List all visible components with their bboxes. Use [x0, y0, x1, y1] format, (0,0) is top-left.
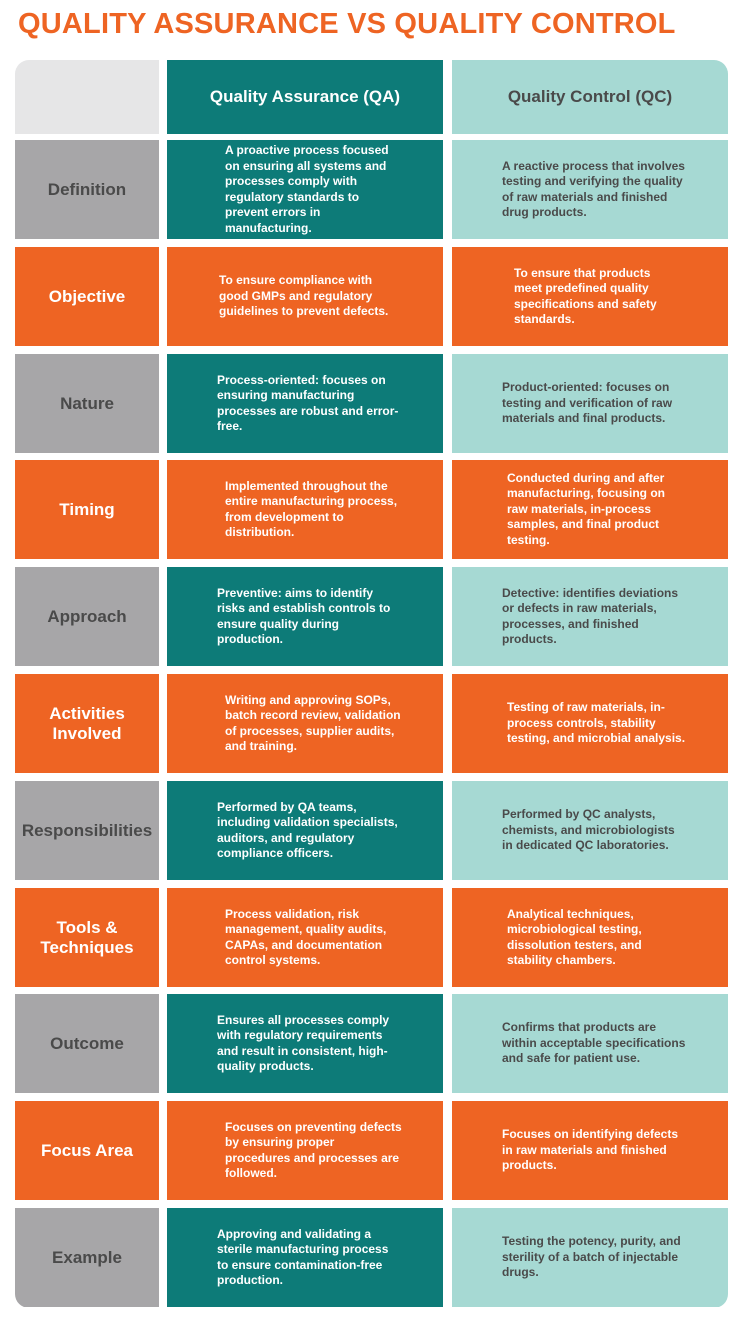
- qc-description: Testing the potency, purity, and sterility of a batch of injectable drugs.: [452, 1208, 728, 1307]
- qc-description: A reactive process that involves testing and verifying the quality of raw materials and finished drug products.: [452, 140, 728, 239]
- qa-description: Implemented throughout the entire manufacturing process, from development to distribution.: [167, 460, 443, 559]
- qc-description: To ensure that products meet predefined quality specifications and safety standards.: [452, 247, 728, 346]
- qc-description: Performed by QC analysts, chemists, and microbiologists in dedicated QC laboratories.: [452, 781, 728, 880]
- row-label: Tools & Techniques: [15, 888, 159, 987]
- qc-description: Focuses on identifying defects in raw materials and finished products.: [452, 1101, 728, 1200]
- row-label: Example: [15, 1208, 159, 1307]
- qc-description: Testing of raw materials, in-process controls, stability testing, and microbial analysis.: [452, 674, 728, 773]
- row-label: Approach: [15, 567, 159, 666]
- qc-description: Analytical techniques, microbiological testing, dissolution testers, and stability chambers.: [452, 888, 728, 987]
- header-qa: Quality Assurance (QA): [167, 60, 443, 134]
- row-label: Responsibilities: [15, 781, 159, 880]
- qa-description: Writing and approving SOPs, batch record review, validation of processes, supplier audits, and training.: [167, 674, 443, 773]
- comparison-table: [15, 60, 728, 1308]
- qa-description: A proactive process focused on ensuring all systems and processes comply with regulatory standards to prevent errors in manufacturing.: [167, 140, 443, 239]
- qa-description: Preventive: aims to identify risks and establish controls to ensure quality during production.: [167, 567, 443, 666]
- qc-description: Detective: identifies deviations or defects in raw materials, processes, and finished products.: [452, 567, 728, 666]
- header-qc: Quality Control (QC): [452, 60, 728, 134]
- qa-description: Process-oriented: focuses on ensuring manufacturing processes are robust and error-free.: [167, 354, 443, 453]
- qa-description: Performed by QA teams, including validation specialists, auditors, and regulatory compliance officers.: [167, 781, 443, 880]
- header-corner: [15, 60, 159, 134]
- page-title: QUALITY ASSURANCE VS QUALITY CONTROL: [18, 8, 676, 40]
- row-label: Activities Involved: [15, 674, 159, 773]
- row-label: Nature: [15, 354, 159, 453]
- row-label: Timing: [15, 460, 159, 559]
- qc-description: Confirms that products are within acceptable specifications and safe for patient use.: [452, 994, 728, 1093]
- qa-description: Ensures all processes comply with regulatory requirements and result in consistent, high-quality products.: [167, 994, 443, 1093]
- qa-description: To ensure compliance with good GMPs and regulatory guidelines to prevent defects.: [167, 247, 443, 346]
- qc-description: Product-oriented: focuses on testing and verification of raw materials and final products.: [452, 354, 728, 453]
- row-label: Objective: [15, 247, 159, 346]
- row-label: Definition: [15, 140, 159, 239]
- qa-description: Approving and validating a sterile manufacturing process to ensure contamination-free production.: [167, 1208, 443, 1307]
- qa-description: Process validation, risk management, quality audits, CAPAs, and documentation control systems.: [167, 888, 443, 987]
- qa-description: Focuses on preventing defects by ensuring proper procedures and processes are followed.: [167, 1101, 443, 1200]
- qc-description: Conducted during and after manufacturing, focusing on raw materials, in-process samples, and final product testing.: [452, 460, 728, 559]
- row-label: Focus Area: [15, 1101, 159, 1200]
- row-label: Outcome: [15, 994, 159, 1093]
